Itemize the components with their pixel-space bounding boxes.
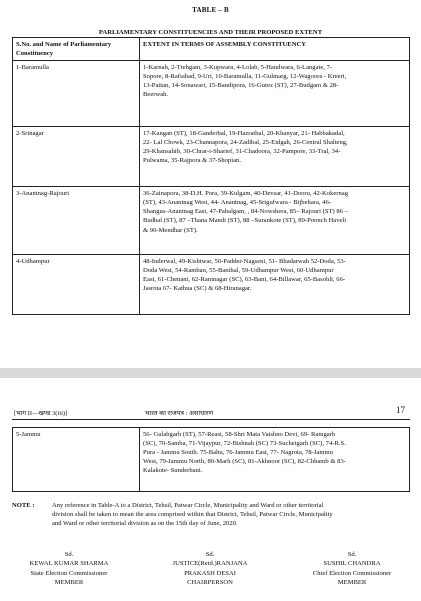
extent-line: Beerwah. [143,91,169,99]
constituency-table [12,37,410,315]
column-header-extent: EXTENT IN TERMS OF ASSEMBLY CONSTITUENCY [140,38,410,61]
table-row [13,187,410,255]
extent-line: 1-Karnah, 2-Trehgam, 3-Kupwara, 4-Lolab, 5-Handwara, 6-Langate, 7- [143,64,333,72]
signatory-title: Chief Election Commissioner [312,569,392,577]
constituency-extent [140,187,410,255]
extent-line: Kalakote- Sunderbani. [143,467,203,475]
extent-line: Shangus-Anantnag East, 47-Pahalgam, , 84-Nowshera, 85– Rajouri (ST) 86 – [143,208,348,216]
signatory-name: KEWAL KUMAR SHARMA [29,560,109,568]
signatory-name: SUSHIL CHANDRA [323,560,381,568]
extent-line: Doda West, 54-Ramban, 55-Banihal, 59-Udhampur West, 60-Udhampur [143,267,334,275]
table-row [13,127,410,187]
constituency-name: 5-Jammu [13,428,140,492]
extent-line: Jasrota 67- Kathua (SC) & 68-Hiranagar. [143,285,252,293]
constituency-name: 3-Anantnag-Rajouri [13,187,140,255]
extent-line: 13-Pattan, 14-Sonawari, 15-Bandipora, 16-Gurez (ST), 27-Budgam & 28- [143,82,339,90]
gazette-title: भारत का राजपत्र : असाधारण [145,410,214,417]
signatory-role: CHAIRPERSON [187,579,233,587]
note-line: division shall be taken to mean the area comprised within that District, Tehsil, Patwar Circle, Municipality [52,511,333,519]
extent-line: 48-Inderwal, 49-Kishtwar, 50-Padder-Nagseni, 51- Bhadarwah 52-Doda, 53- [143,258,346,266]
signatory-title: PRAKASH DESAI [184,569,236,577]
extent-line: (ST), 43-Anantnag West, 44- Anantnag, 45-Srigufwara - Bijbehara, 46- [143,199,331,207]
signatory-name: JUSTICE(Retd.)RANJANA [172,560,248,568]
gazette-part-label: [भाग II—खण्ड 3(iii)] [14,410,68,417]
page-bottom [0,378,421,601]
constituency-table-continued [12,427,410,492]
table-row [13,61,410,127]
constituency-extent [140,61,410,127]
table-header-row [13,38,410,61]
constituency-name: 1-Baramulla [13,61,140,127]
constituency-name: 2-Srinagar [13,127,140,187]
signatory-role: MEMBER [54,579,84,587]
extent-line: 22- Lal Chowk, 23-Channapora, 24-Zadibal, 25-Eidgah, 26-Central Shalteng, [143,139,348,147]
header-rule [12,419,410,420]
signature-sd: Sd. [205,551,215,558]
page-separator [0,368,421,378]
signatory-block [4,550,134,588]
column-header-constituency: S.No. and Name of Parliamentary Constituency [13,38,140,61]
note-line: Any reference in Table-A to a District, Tehsil, Patwar Circle, Municipality and Ward or other territorial [52,502,324,509]
constituency-extent [140,428,410,492]
extent-line: Sopore, 8-Rafiabad, 9-Uri, 10-Baramulla, 11-Gulmarg, 12-Wagoora - Kreeri, [143,73,347,81]
table-heading: PARLIAMENTARY CONSTITUENCIES AND THEIR PROPOSED EXTENT [98,29,323,36]
extent-line: East, 61-Chenani, 62-Ramnagar (SC), 63-Bani, 64-Billawar, 65-Basohli, 66- [143,276,346,284]
extent-line: 17-Kangan (ST), 18-Ganderbal, 19-Hazratbal, 20-Khanyar, 21- Habbakadal, [143,130,345,138]
signatory-role: MEMBER [337,579,367,587]
table-row [13,428,410,492]
constituency-extent [140,127,410,187]
extent-line: 56- Gulabgarh (ST), 57-Reasi, 58-Shri Mata Vaishno Devi, 69- Ramgarh [143,431,336,438]
extent-line: 29-Khansahib, 30-Chrar-i-Sharief, 31-Chadoora, 32-Pampore, 33-Tral, 34- [143,148,341,156]
page-number: 17 [396,405,405,415]
signature-sd: Sd. [64,551,74,558]
signatory-title: State Election Commissioner [30,569,108,577]
note-label: NOTE : [12,502,35,509]
extent-line: Budhal (ST), 87 –Thana Mandi (ST), 88 –Surankote (ST), 89-Poonch Haveli [143,217,347,225]
signatory-block [145,550,275,588]
extent-line: Pulwama, 35-Rajpora & 37-Shopian. [143,157,241,165]
note-text [52,501,410,528]
constituency-extent [140,255,410,315]
signature-sd: Sd. [347,551,357,558]
note-line: and Ward or other territorial division as on the 15th day of June, 2020. [52,520,238,528]
table-title: TABLE – B [192,6,229,14]
extent-line: & 90-Mendhar (ST). [143,226,198,234]
constituency-name: 4-Udhampur [13,255,140,315]
extent-line: Pura - Jammu South. 75-Bahu, 76-Jammu East, 77- Nagrota, 78-Jammu [143,449,333,457]
extent-line: 36-Zainapora, 38-D.H. Pora, 39-Kulgam, 40-Devsar, 41-Dooru, 42-Kokernag [143,190,349,198]
signatory-block [287,550,417,588]
table-row [13,255,410,315]
extent-line: West, 79-Jammu North, 80-Marh (SC), 81-Akhnoor (SC), 82-Chhamb & 83- [143,458,346,466]
extent-line: (SC), 70-Samba, 71-Vijaypur, 72-Bishnah (SC) 73-Suchetgarh (SC), 74-R.S. [143,440,346,448]
